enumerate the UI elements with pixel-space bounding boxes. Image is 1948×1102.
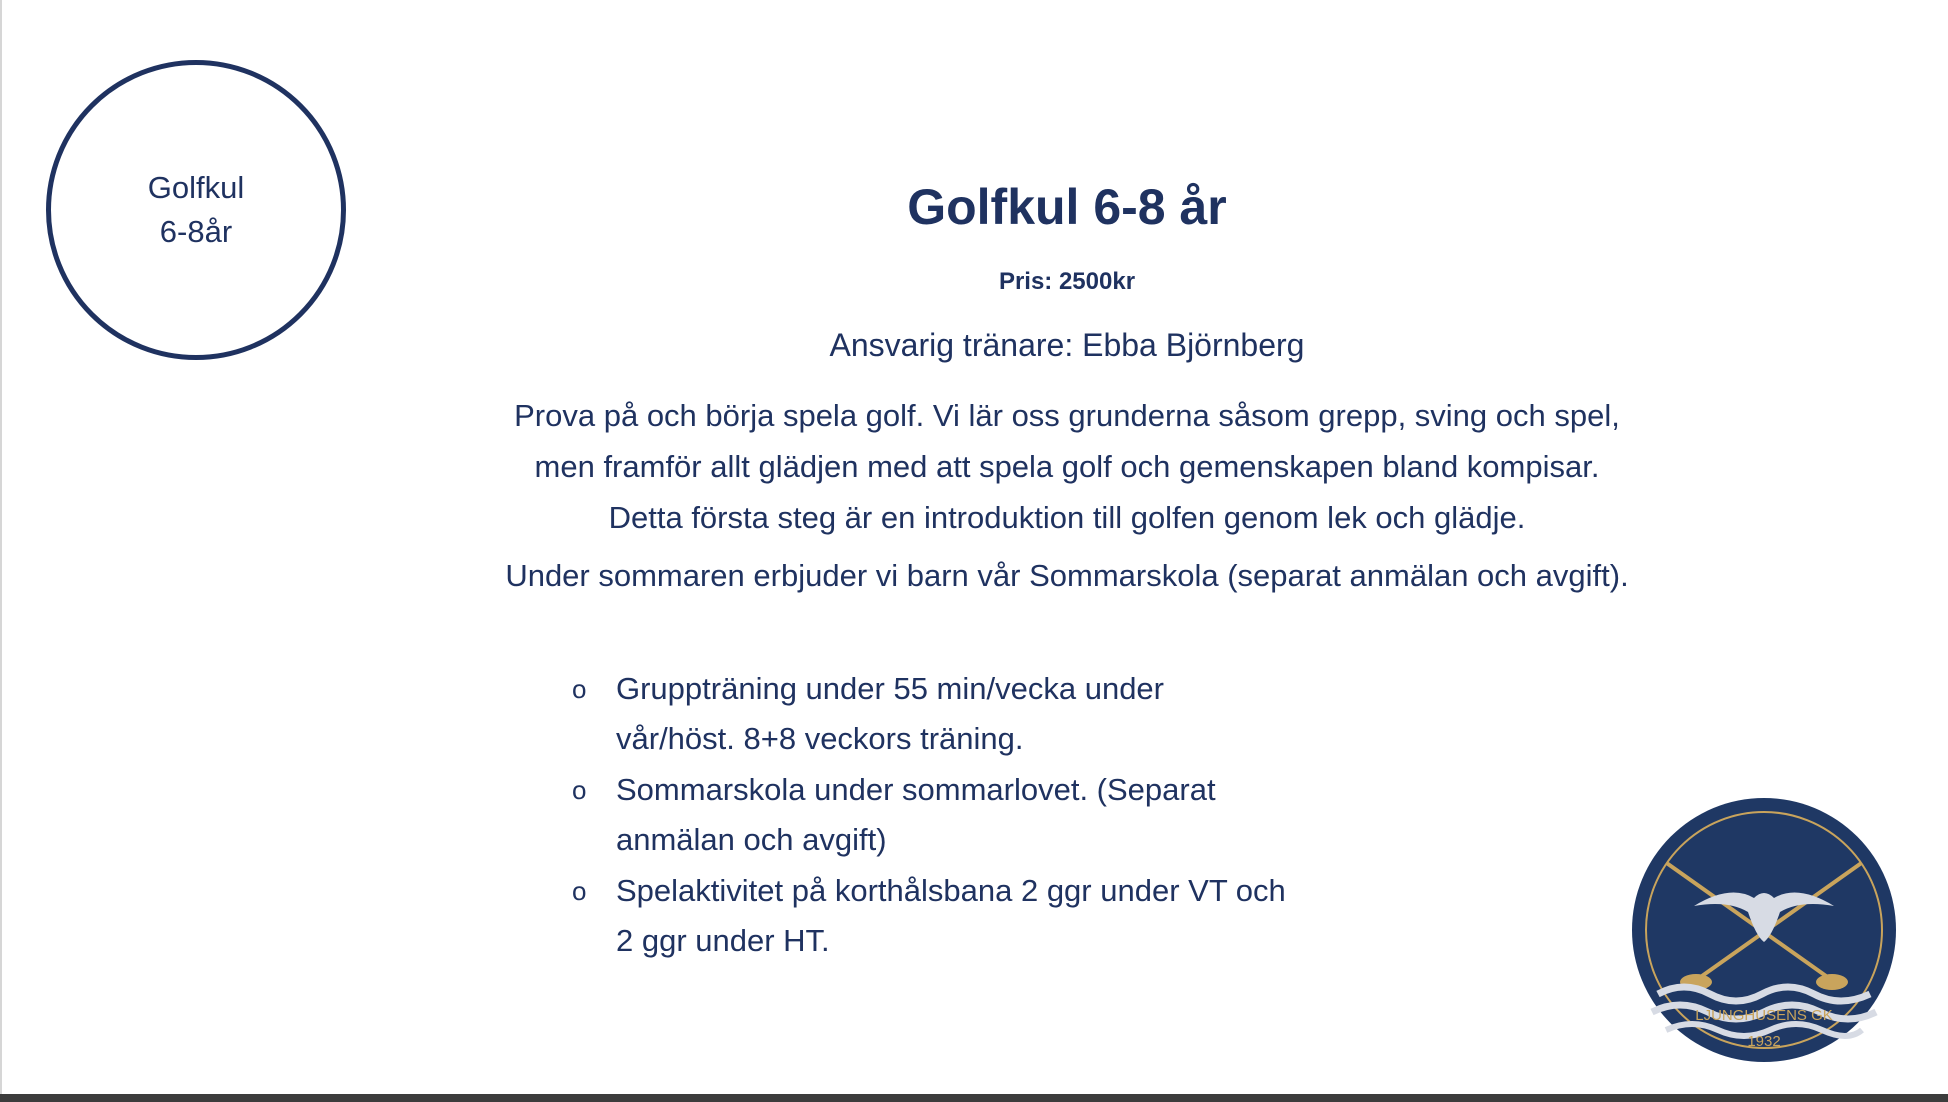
coach-label: Ansvarig tränare: Ebba Björnberg — [829, 327, 1305, 363]
summer-note: Under sommaren erbjuder vi barn vår Sommarskola (separat anmälan och avgift). — [505, 558, 1629, 593]
price-label: Pris: 2500kr — [998, 268, 1136, 295]
list-item — [568, 664, 1348, 764]
club-head-icon — [1816, 974, 1848, 990]
club-year: 1932 — [1747, 1033, 1781, 1050]
circle-bullet-icon: o — [572, 775, 587, 805]
list-item-line: Spelaktivitet på korthålsbana 2 ggr under VT och — [616, 873, 1286, 908]
badge-line-2: 6-8år — [159, 214, 233, 249]
seabird-head — [1758, 900, 1770, 912]
club-name: LJUNGHUSENS GK — [1695, 1007, 1833, 1024]
circle-bullet-icon: o — [572, 876, 587, 906]
list-item — [568, 765, 1348, 865]
description-line: men framför allt glädjen med att spela golf och gemenskapen bland kompisar. — [534, 449, 1600, 484]
description-line: Detta första steg är en introduktion till golfen genom lek och glädje. — [608, 500, 1526, 535]
list-item-line: vår/höst. 8+8 veckors träning. — [616, 721, 1024, 756]
description — [422, 390, 1712, 543]
list-item-line: anmälan och avgift) — [616, 822, 887, 857]
page-title: Golfkul 6-8 år — [907, 179, 1227, 235]
list-item-line: 2 ggr under HT. — [616, 923, 830, 958]
list-item-line: Sommarskola under sommarlovet. (Separat — [616, 772, 1216, 807]
feature-list — [568, 664, 1348, 967]
circle-bullet-icon: o — [572, 674, 587, 704]
description-line: Prova på och börja spela golf. Vi lär oss grunderna såsom grepp, sving och spel, — [514, 398, 1620, 433]
club-crest-icon — [1630, 796, 1898, 1064]
badge-line-1: Golfkul — [147, 170, 245, 205]
course-badge — [46, 60, 346, 360]
list-item — [568, 866, 1348, 966]
bottom-bar — [0, 1094, 1948, 1102]
badge-text — [148, 166, 244, 254]
list-item-line: Gruppträning under 55 min/vecka under — [616, 671, 1164, 706]
